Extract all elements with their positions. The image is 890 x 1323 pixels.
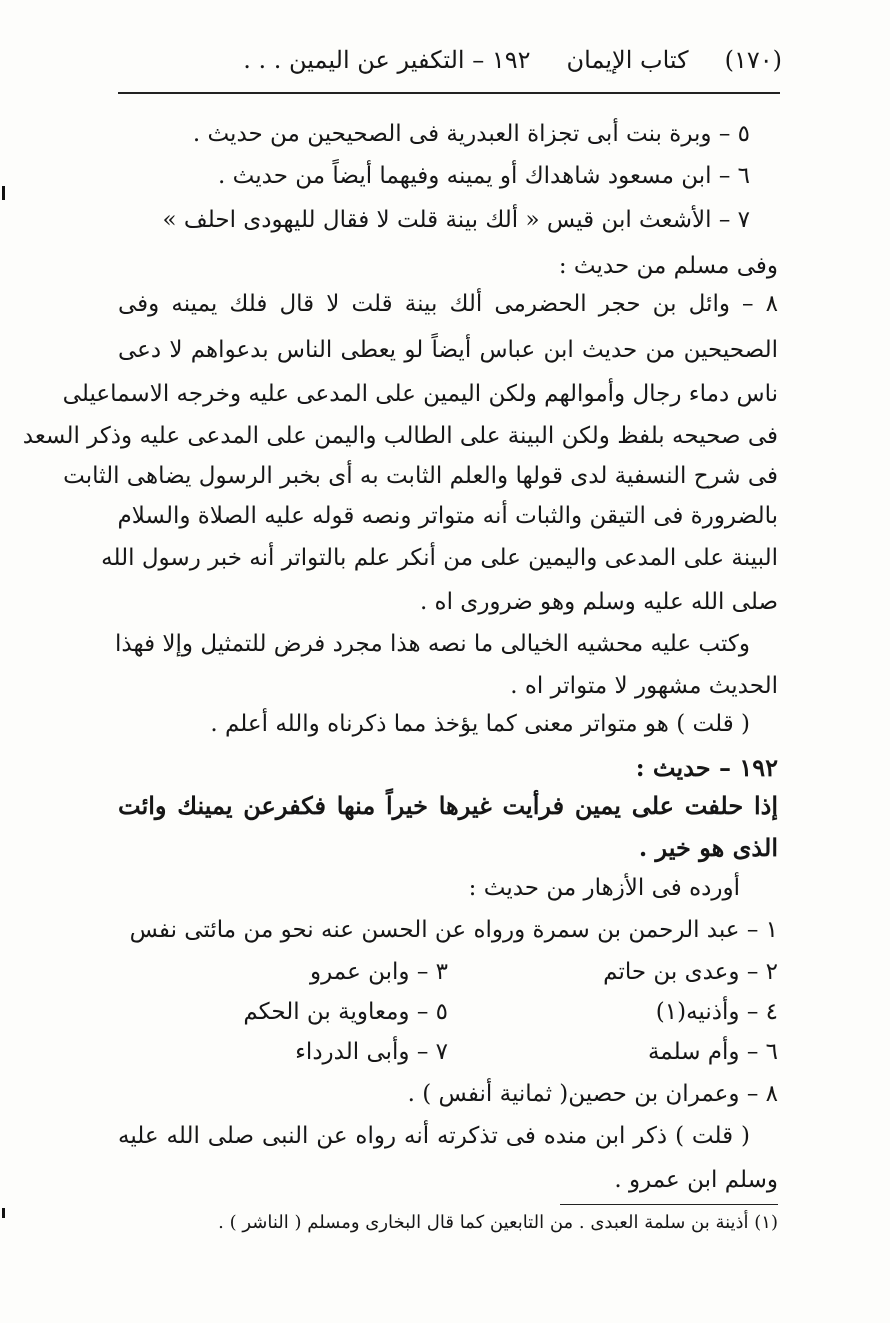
list-item: ٢ – وعدى بن حاتم xyxy=(603,959,778,985)
book-title: كتاب الإيمان xyxy=(566,46,689,74)
scan-edge-mark xyxy=(2,186,5,200)
text-line: ( قلت ) هو متواتر معنى كما يؤخذ مما ذكرناه والله أعلم . xyxy=(210,711,750,737)
text-line: ناس دماء رجال وأموالهم ولكن اليمين على المدعى عليه وخرجه الاسماعيلى xyxy=(62,381,778,407)
header-rule xyxy=(118,92,780,94)
text-line: ٦ – ابن مسعود شاهداك أو يمينه وفيهما أيضاً من حديث . xyxy=(218,163,750,189)
list-item: ٣ – وابن عمرو xyxy=(309,959,448,985)
text-line: صلى الله عليه وسلم وهو ضرورى اه . xyxy=(419,589,778,615)
text-line: الحديث مشهور لا متواتر اه . xyxy=(510,673,778,699)
list-item: ١ – عبد الرحمن بن سمرة ورواه عن الحسن عنه نحو من مائتى نفس xyxy=(129,917,778,943)
list-item: ٦ – وأم سلمة xyxy=(647,1039,778,1065)
hadith-text: الذى هو خير . xyxy=(638,833,778,862)
text-line: ٨ – وائل بن حجر الحضرمى ألك بينة قلت لا قال فلك يمينه وفى xyxy=(118,291,778,317)
hadith-heading: ١٩٢ – التكفير عن اليمين . . . xyxy=(243,46,531,74)
footnote: (١) أذينة بن سلمة العبدى . من التابعين كما قال البخارى ومسلم ( الناشر ) . xyxy=(218,1212,778,1233)
text-line: ٥ – وبرة بنت أبى تجزاة العبدرية فى الصحيحين من حديث . xyxy=(192,121,750,147)
list-item: ٤ – وأذنيه(١) xyxy=(655,999,778,1025)
text-line: فى صحيحه بلفظ ولكن البينة على الطالب واليمن على المدعى عليه وذكر السعد xyxy=(22,423,778,449)
text-line: أورده فى الأزهار من حديث : xyxy=(468,875,740,901)
running-header xyxy=(243,40,782,80)
list-item: ٥ – ومعاوية بن الحكم xyxy=(243,999,448,1025)
page-number: (١٧٠) xyxy=(724,46,782,74)
text-line: وسلم ابن عمرو . xyxy=(614,1167,778,1193)
list-item: ٨ – وعمران بن حصين( ثمانية أنفس ) . xyxy=(407,1081,778,1107)
text-line: بالضرورة فى التيقن والثبات أنه متواتر ونصه قوله عليه الصلاة والسلام xyxy=(117,503,778,529)
scan-edge-mark xyxy=(2,1208,5,1218)
hadith-text: إذا حلفت على يمين فرأيت غيرها خيراً منها فكفرعن يمينك وائت xyxy=(118,791,778,820)
text-line: ٧ – الأشعث ابن قيس « ألك بينة قلت لا فقال لليهودى احلف » xyxy=(162,207,750,233)
text-line: البينة على المدعى واليمين على من أنكر علم بالتواتر أنه خبر رسول الله xyxy=(101,545,778,571)
text-line: الصحيحين من حديث ابن عباس أيضاً لو يعطى الناس بدعواهم لا دعى xyxy=(118,337,779,363)
text-line: وكتب عليه محشيه الخيالى ما نصه هذا مجرد فرض للتمثيل وإلا فهذا xyxy=(115,631,750,657)
text-line: وفى مسلم من حديث : xyxy=(558,253,778,279)
text-line: فى شرح النسفية لدى قولها والعلم الثابت به أى بخبر الرسول يضاهى الثابت xyxy=(63,463,778,489)
footnote-rule xyxy=(560,1204,778,1205)
text-line: ( قلت ) ذكر ابن منده فى تذكرته أنه رواه عن النبى صلى الله عليه xyxy=(118,1123,750,1149)
hadith-number-heading: ١٩٢ – حديث : xyxy=(635,753,778,782)
list-item: ٧ – وأبى الدرداء xyxy=(295,1039,448,1065)
